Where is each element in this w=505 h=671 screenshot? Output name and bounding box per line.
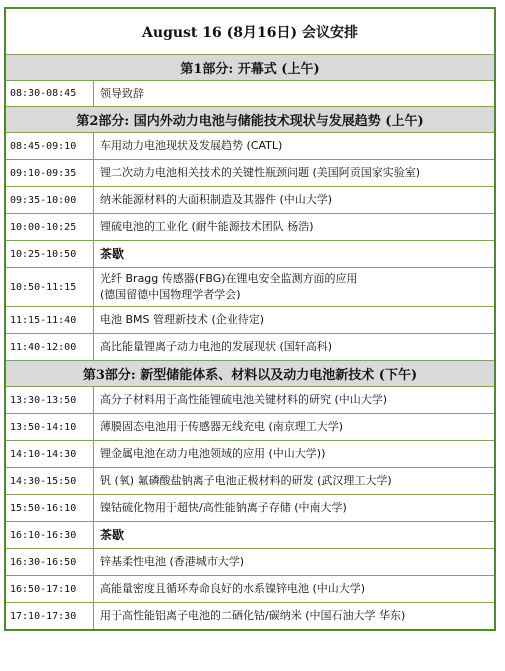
table-row: [6, 160, 494, 187]
desc-cell: 锂硫电池的工业化 (耐牛能源技术团队 杨浩): [100, 220, 314, 233]
time-cell: 13:30-13:50: [6, 387, 94, 413]
time-cell: 17:10-17:30: [6, 603, 94, 629]
desc-cell: 用于高性能铝离子电池的二硒化钴/碳纳米 (中国石油大学 华东): [100, 609, 406, 622]
desc-cell: 钒 (氧) 氟磷酸盐钠离子电池正极材料的研发 (武汉理工大学): [100, 474, 392, 487]
time-cell: 11:40-12:00: [6, 334, 94, 360]
table-row: [6, 603, 494, 629]
desc-cell: 高分子材料用于高性能锂硫电池关键材料的研究 (中山大学): [100, 393, 388, 406]
time-cell: 10:50-11:15: [6, 268, 94, 306]
desc-cell: 纳米能源材料的大面积制造及其器件 (中山大学): [100, 193, 333, 206]
desc-cell: 锌基柔性电池 (香港城市大学): [100, 555, 245, 568]
table-row: [6, 549, 494, 576]
table-row: [6, 268, 494, 307]
time-cell: 08:30-08:45: [6, 81, 94, 106]
time-cell: 09:35-10:00: [6, 187, 94, 213]
table-row: [6, 414, 494, 441]
table-row: [6, 522, 494, 549]
time-cell: 11:15-11:40: [6, 307, 94, 333]
page-title: August 16 (8月16日) 会议安排: [6, 9, 494, 55]
time-cell: 08:45-09:10: [6, 133, 94, 159]
time-cell: 15:50-16:10: [6, 495, 94, 521]
section-2-heading: 第2部分: 国内外动力电池与储能技术现状与发展趋势 (上午): [6, 107, 494, 133]
desc-cell: 高能量密度且循环寿命良好的水系镍锌电池 (中山大学): [100, 582, 366, 595]
table-row: [6, 241, 494, 268]
time-cell: 14:10-14:30: [6, 441, 94, 467]
table-row: [6, 81, 494, 107]
desc-cell: 薄膜固态电池用于传感器无线充电 (南京理工大学): [100, 420, 344, 433]
time-cell: 14:30-15:50: [6, 468, 94, 494]
desc-cell: 锂金属电池在动力电池领域的应用 (中山大学)): [100, 447, 326, 460]
desc-cell: 高比能量锂离子动力电池的发展现状 (国轩高科): [100, 340, 333, 353]
table-row: [6, 495, 494, 522]
table-row: [6, 133, 494, 160]
time-cell: 13:50-14:10: [6, 414, 94, 440]
section-1-heading: 第1部分: 开幕式 (上午): [6, 55, 494, 81]
tea-break-cell: 茶歇: [100, 247, 125, 261]
table-row: [6, 187, 494, 214]
desc-cell: 锂二次动力电池相关技术的关键性瓶颈问题 (美国阿贡国家实验室): [100, 166, 421, 179]
time-cell: 16:50-17:10: [6, 576, 94, 602]
time-cell: 09:10-09:35: [6, 160, 94, 186]
desc-cell: 光纤 Bragg 传感器(FBG)在锂电安全监测方面的应用 (德国留德中国物理学者学会): [100, 272, 358, 301]
time-cell: 16:10-16:30: [6, 522, 94, 548]
table-row: [6, 214, 494, 241]
table-row: [6, 576, 494, 603]
time-cell: 10:25-10:50: [6, 241, 94, 267]
desc-cell: 车用动力电池现状及发展趋势 (CATL): [100, 139, 283, 152]
time-cell: 10:00-10:25: [6, 214, 94, 240]
table-row: [6, 468, 494, 495]
section-3-heading: 第3部分: 新型储能体系、材料以及动力电池新技术 (下午): [6, 361, 494, 387]
table-row: [6, 307, 494, 334]
desc-cell: 电池 BMS 管理新技术 (企业待定): [100, 313, 265, 326]
time-cell: 16:30-16:50: [6, 549, 94, 575]
table-row: [6, 334, 494, 361]
table-row: [6, 441, 494, 468]
desc-cell: 镍钴硫化物用于超快/高性能钠离子存储 (中南大学): [100, 501, 347, 514]
desc-cell: 领导致辞: [100, 86, 144, 100]
tea-break-cell: 茶歇: [100, 528, 125, 542]
table-row: [6, 387, 494, 414]
schedule-table: [4, 7, 496, 631]
